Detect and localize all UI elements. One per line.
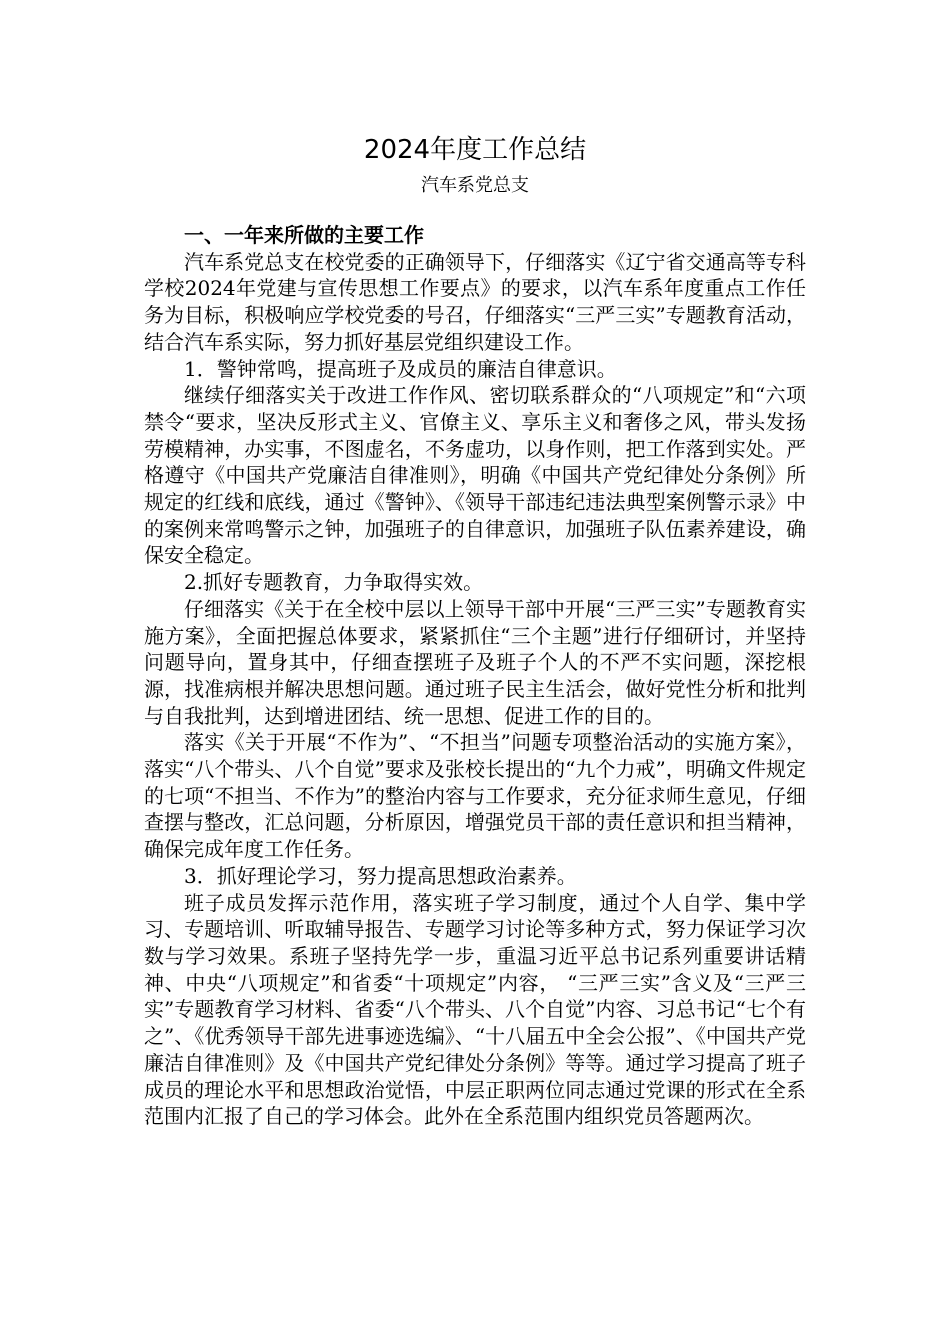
paragraph-item-3: 班子成员发挥示范作用，落实班子学习制度，通过个人自学、集中学习、专题培训、听取辅导报告、专题学习讨论等多种方式，努力保证学习次数与学习效果。系班子坚持先学一步，重温习近平总书记系列重要讲话精神、中央“八项规定”和省委“十项规定”内容， “三严三实”含义及“三严三实”专题教育学习材料、省委“八个带头、八个自觉”内容、习总书记“七个有之”、《优秀领导干部先进事迹选编》、“十八届五中全会公报”、《中国共产党廉洁自律准则》及《中国共产党纪律处分条例》等等。通过学习提高了班子成员的理论水平和思想政治觉悟，中层正职两位同志通过党课的形式在全系范围内汇报了自己的学习体会。此外在全系范围内组织党员答题两次。 xyxy=(144,890,806,1129)
paragraph-item-2a: 仔细落实《关于在全校中层以上领导干部中开展“三严三实”专题教育实施方案》，全面把握总体要求，紧紧抓住“三个主题”进行仔细研讨，并坚持问题导向，置身其中，仔细查摆班子及班子个人的不严不实问题，深挖根源，找准病根并解决思想问题。通过班子民主生活会，做好党性分析和批判与自我批判，达到增进团结、统一思想、促进工作的目的。 xyxy=(144,596,806,728)
paragraph-item-2b: 落实《关于开展“不作为”、“不担当”问题专项整治活动的实施方案》，落实“八个带头、八个自觉”要求及张校长提出的“九个力戒”，明确文件规定的七项“不担当、不作为”的整治内容与工作要求，充分征求师生意见，仔细查摆与整改，汇总问题，分析原因，增强党员干部的责任意识和担当精神，确保完成年度工作任务。 xyxy=(144,730,806,862)
item-heading-3: 3．抓好理论学习，努力提高思想政治素养。 xyxy=(184,863,577,888)
paragraph-intro: 汽车系党总支在校党委的正确领导下，仔细落实《辽宁省交通高等专科学校2024年党建与宣传思想工作要点》的要求，以汽车系年度重点工作任务为目标，积极响应学校党委的号召，仔细落实“三严三实”专题教育活动，结合汽车系实际，努力抓好基层党组织建设工作。 xyxy=(144,249,806,354)
item-heading-2: 2.抓好专题教育，力争取得实效。 xyxy=(184,570,484,595)
document-title: 2024年度工作总结 xyxy=(363,135,587,165)
paragraph-item-1: 继续仔细落实关于改进工作作风、密切联系群众的“八项规定”和“六项禁令“要求，坚决反形式主义、官僚主义、享乐主义和奢侈之风，带头发扬劳模精神，办实事，不图虚名，不务虚功，以身作则，把工作落到实处。严格遵守《中国共产党廉洁自律准则》，明确《中国共产党纪律处分条例》所规定的红线和底线，通过《警钟》、《领导干部违纪违法典型案例警示录》中的案例来常鸣警示之钟，加强班子的自律意识，加强班子队伍素养建设，确保安全稳定。 xyxy=(144,383,806,568)
document-body xyxy=(144,222,806,1130)
item-heading-1: 1．警钟常鸣，提高班子及成员的廉洁自律意识。 xyxy=(184,356,617,381)
section-heading: 一、一年来所做的主要工作 xyxy=(184,223,424,247)
document-subtitle: 汽车系党总支 xyxy=(421,175,529,196)
